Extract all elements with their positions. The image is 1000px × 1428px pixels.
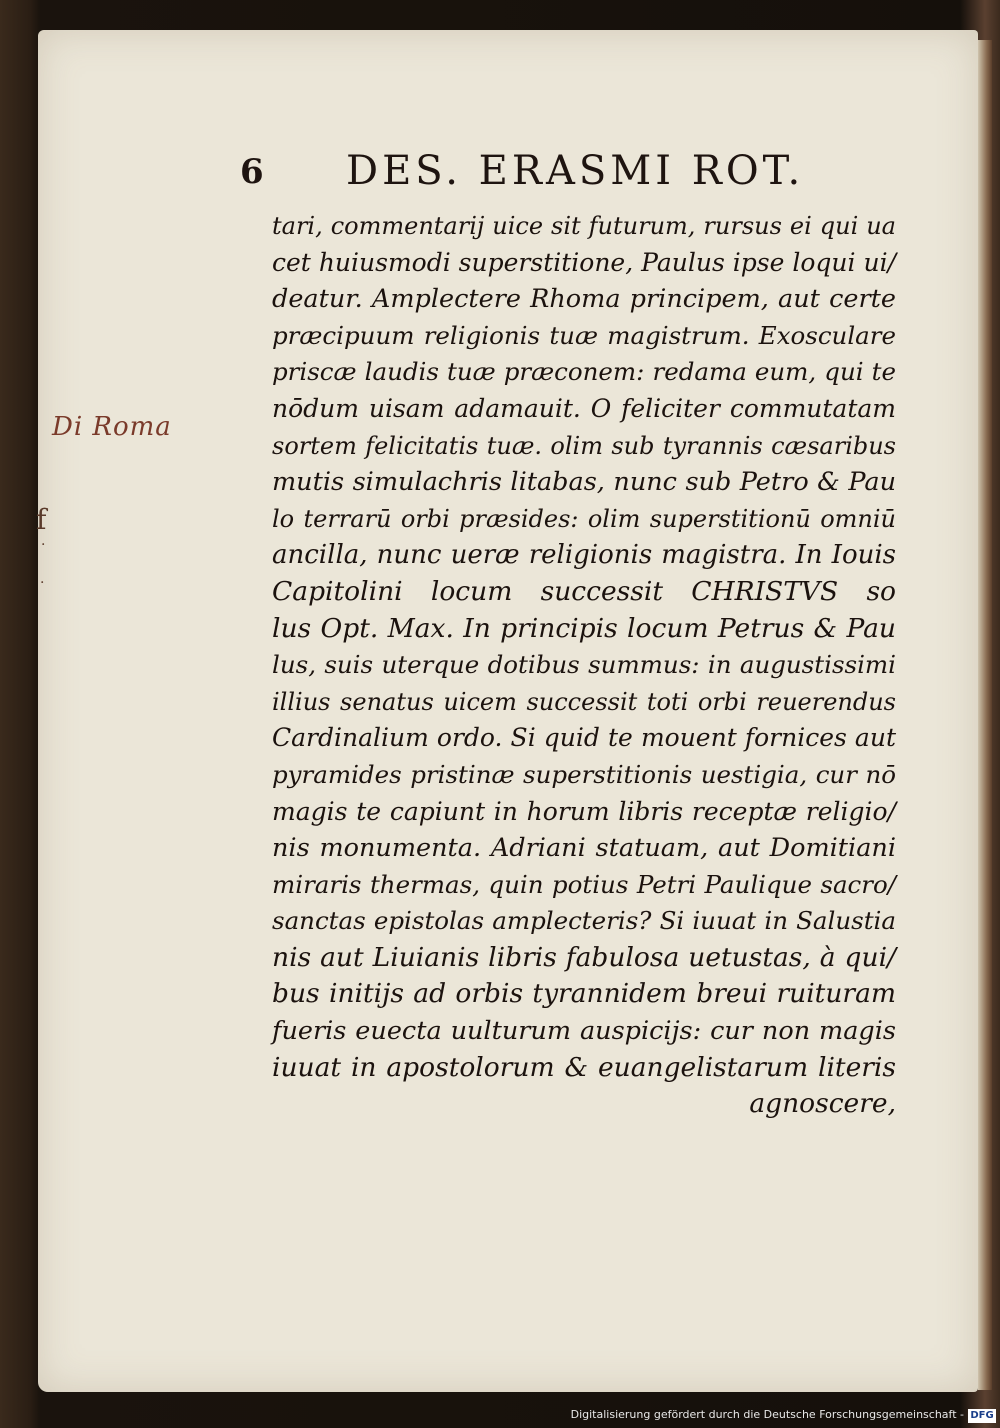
text-line: nis aut Liuianis libris fabulosa uetustas, à qui/: [272, 941, 896, 973]
margin-ink-dot: ·: [40, 575, 45, 591]
text-line: nis monumenta. Adriani statuam, aut Domitiani: [272, 833, 896, 864]
text-line: iuuat in apostolorum & euangelistarum literis: [272, 1051, 896, 1083]
text-line: magis te capiunt in horum libris receptæ religio/: [272, 796, 896, 826]
text-line: Capitolini locum successit CHRISTVS so: [272, 575, 896, 607]
page-edge: [978, 40, 992, 1390]
text-line: sanctas epistolas amplecteris? Si iuuat in Salustia: [272, 906, 896, 936]
text-line: lus Opt. Max. In principis locum Petrus & Pau: [272, 612, 896, 644]
text-line: tari, commentarij uice sit futurum, rursus ei qui ua: [272, 212, 896, 240]
text-line: agnoscere,: [749, 1088, 896, 1120]
text-line: fueris euecta uulturum auspicijs: cur non magis: [272, 1016, 896, 1047]
text-line: cet huiusmodi superstitione, Paulus ipse loqui ui/: [272, 247, 896, 277]
text-line: miraris thermas, quin potius Petri Paulique sacro/: [272, 869, 896, 899]
page-number: 6: [240, 152, 264, 192]
text-line: nōdum uisam adamauit. O feliciter commutatam: [272, 393, 896, 423]
text-line: Cardinalium ordo. Si quid te mouent fornices aut: [272, 723, 896, 753]
text-line: mutis simulachris litabas, nunc sub Petro & Pau: [272, 467, 896, 498]
text-line: præcipuum religionis tuæ magistrum. Exosculare: [272, 320, 896, 350]
running-head: DES. ERASMI ROT.: [346, 148, 805, 194]
text-line: lus, suis uterque dotibus summus: in augustissimi: [272, 650, 896, 680]
text-line: bus initijs ad orbis tyrannidem breui ruituram: [272, 978, 896, 1010]
text-line: priscæ laudis tuæ præconem: redama eum, qui te: [272, 357, 896, 387]
handwritten-margin-note: Di Roma: [52, 412, 172, 442]
text-line: pyramides pristinæ superstitionis uestigia, cur nō: [272, 759, 896, 789]
text-line: lo terrarū orbi præsides: olim superstitionū omniū: [272, 504, 896, 533]
text-line: illius senatus uicem successit toti orbi reuerendus: [272, 687, 896, 716]
body-text: [272, 208, 896, 1123]
text-line: ancilla, nunc ueræ religionis magistra. In Iouis: [272, 540, 896, 571]
margin-ink-mark: f: [36, 503, 47, 536]
dfg-logo: DFG: [968, 1409, 996, 1423]
digitization-credit: Digitalisierung gefördert durch die Deutsche Forschungsgemeinschaft -: [570, 1408, 964, 1421]
text-line: deatur. Amplectere Rhoma principem, aut certe: [272, 284, 896, 315]
text-line: sortem felicitatis tuæ. olim sub tyrannis cæsaribus: [272, 431, 896, 460]
margin-ink-dot: ·: [41, 537, 46, 553]
